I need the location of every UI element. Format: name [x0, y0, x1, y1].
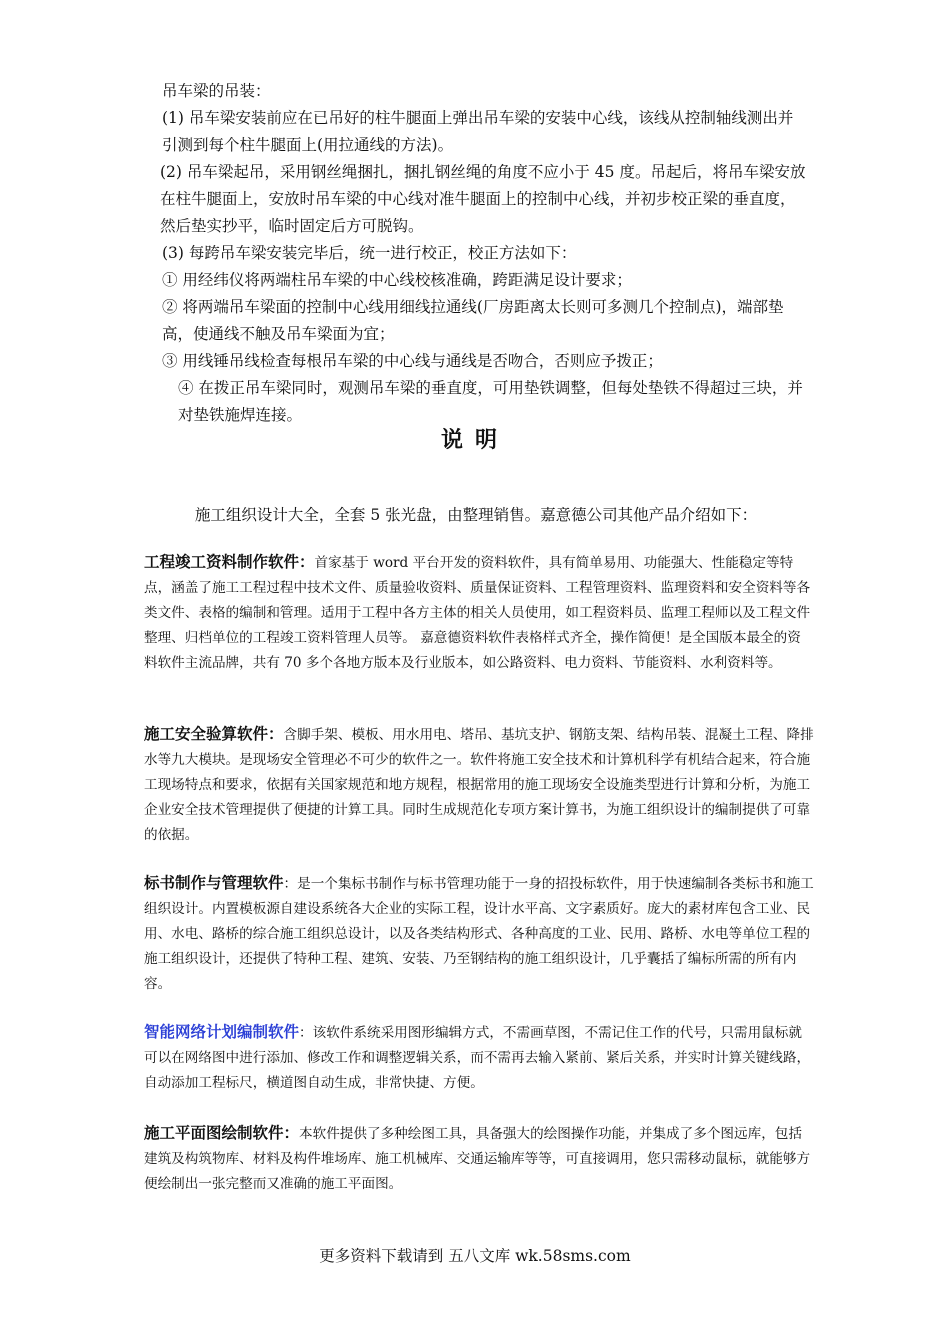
step-2: ② 将两端吊车梁面的控制中心线用细线拉通线(厂房距离太长则可多测几个控制点)，端部垫高，使通线不触及吊车梁面为宜；	[162, 298, 784, 343]
paragraph-3: (3) 每跨吊车梁安装完毕后，统一进行校正，校正方法如下：	[162, 244, 577, 262]
step-3: ③ 用线锤吊线检查每根吊车梁的中心线与通线是否吻合，否则应予拨正；	[162, 352, 663, 370]
product-heading: 施工安全验算软件：	[144, 725, 284, 743]
paragraph-2: (2) 吊车梁起吊，采用钢丝绳捆扎，捆扎钢丝绳的角度不应小于 45 度。吊起后，将吊车梁安放在柱牛腿面上，安放时吊车梁的中心线对准牛腿面上的控制中心线，并初步校正梁的垂直度，然后垫实抄平，临时固定后方可脱钩。	[160, 163, 806, 235]
product-section-completion-docs	[144, 550, 814, 676]
intro-paragraph: 施工组织设计大全，全套 5 张光盘，由整理销售。嘉意德公司其他产品介绍如下：	[194, 506, 758, 524]
product-heading: 工程竣工资料制作软件：	[144, 553, 315, 571]
step-4: ④ 在拨正吊车梁同时，观测吊车梁的垂直度，可用垫铁调整，但每处垫铁不得超过三块，并对垫铁施焊连接。	[178, 379, 803, 424]
product-description: ：该软件系统采用图形编辑方式，不需画草图，不需记住工作的代号，只需用鼠标就可以在网络图中进行添加、修改工作和调整逻辑关系，而不需再去输入紧前、紧后关系，并实时计算关键线路，自动添加工程标尺，横道图自动生成，非常快捷、方便。	[144, 1025, 811, 1091]
crane-beam-section	[144, 78, 808, 429]
product-section-network-plan	[144, 1020, 814, 1096]
product-description: ：是一个集标书制作与标书管理功能于一身的招投标软件，用于快速编制各类标书和施工组织设计。内置模板源自建设系统各大企业的实际工程，设计水平高、文字素质好。庞大的素材库包含工业、民用、水电、路桥的综合施工组织总设计，以及各类结构形式、各种高度的工业、民用、路桥、水电等单位工程的施工组织设计，还提供了特种工程、建筑、安装、乃至钢结构的施工组织设计，几乎囊括了编标所需的所有内容。	[144, 876, 814, 992]
product-heading: 施工平面图绘制软件：	[144, 1124, 300, 1142]
paragraph-1: (1) 吊车梁安装前应在已吊好的柱牛腿面上弹出吊车梁的安装中心线，该线从控制轴线测出并引测到每个柱牛腿面上(用拉通线的方法)。	[162, 109, 794, 154]
product-section-site-plan	[144, 1121, 814, 1197]
page-footer: 更多资料下载请到 五八文库 wk.58sms.com	[319, 1247, 631, 1265]
section-heading: 吊车梁的吊装：	[162, 82, 271, 100]
product-heading: 标书制作与管理软件	[144, 874, 284, 892]
product-description: 首家基于 word 平台开发的资料软件，具有简单易用、功能强大、性能稳定等特点，涵盖了施工工程过程中技术文件、质量验收资料、质量保证资料、工程管理资料、监理资料和安全资料等各类文件、表格的编制和管理。适用于工程中各方主体的相关人员使用，如工程资料员、监理工程师以及工程文件整理、归档单位的工程竣工资料管理人员等。 嘉意德资料软件表格样式齐全，操作简便！是全国版本最全的资料软件主流品牌，共有 70 多个各地方版本及行业版本，如公路资料、电力资料、节能资料、水利资料等。	[144, 555, 811, 671]
step-1: ① 用经纬仪将两端柱吊车梁的中心线校核准确，跨距满足设计要求；	[162, 271, 632, 289]
product-description: 含脚手架、模板、用水用电、塔吊、基坑支护、钢筋支架、结构吊装、混凝土工程、降排水等九大模块。是现场安全管理必不可少的软件之一。软件将施工安全技术和计算机科学有机结合起来，符合施工现场特点和要求，依据有关国家规范和地方规程，根据常用的施工现场安全设施类型进行计算和分析，为施工企业安全技术管理提供了便捷的计算工具。同时生成规范化专项方案计算书，为施工组织设计的编制提供了可靠的依据。	[144, 727, 814, 843]
product-section-bid-docs	[144, 871, 814, 997]
product-description: 本软件提供了多种绘图工具，具备强大的绘图操作功能，并集成了多个图远库，包括建筑及构筑物库、材料及构件堆场库、施工机械库、交通运输库等等，可直接调用，您只需移动鼠标，就能够方便绘制出一张完整而又准确的施工平面图。	[144, 1126, 811, 1192]
product-heading-link[interactable]: 智能网络计划编制软件	[144, 1023, 300, 1041]
product-section-safety-calc	[144, 722, 814, 848]
page-title: 说明	[440, 427, 509, 453]
